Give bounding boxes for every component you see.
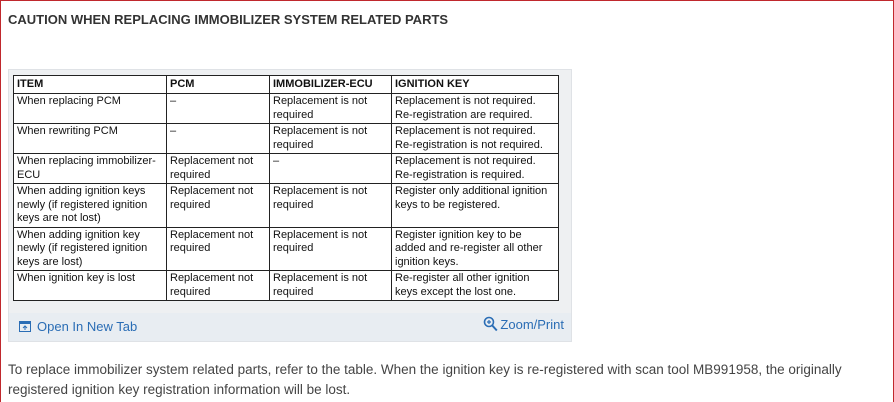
table-cell: Replacement is not required	[270, 94, 392, 124]
header-immobilizer-ecu: IMMOBILIZER-ECU	[270, 76, 392, 94]
table-cell: Replacement is not required	[270, 227, 392, 271]
table-cell: Replacement not required	[167, 154, 270, 184]
header-ignition-key: IGNITION KEY	[392, 76, 559, 94]
description-paragraph: To replace immobilizer system related parts, refer to the table. When the ignition key is re-registered with scan tool MB991958, the originally registered ignition key registration information will be lost.	[8, 362, 842, 397]
table-cell: Replacement is not required. Re-registration is not required.	[392, 124, 559, 154]
table-cell: When rewriting PCM	[14, 124, 167, 154]
zoom-print-link[interactable]	[483, 316, 564, 332]
table-cell: Replacement not required	[167, 184, 270, 228]
parts-table	[13, 75, 559, 301]
table-cell: When ignition key is lost	[14, 271, 167, 301]
open-in-new-tab-link[interactable]	[19, 319, 137, 334]
table-cell: Register ignition key to be added and re-register all other ignition keys.	[392, 227, 559, 271]
table-row	[14, 184, 559, 228]
table-row	[14, 271, 559, 301]
table-cell: Register only additional ignition keys to be registered.	[392, 184, 559, 228]
zoom-in-icon	[483, 316, 498, 332]
open-in-new-tab-label: Open In New Tab	[37, 319, 138, 334]
table-cell: Replacement is not required. Re-registration is required.	[392, 154, 559, 184]
table-cell: –	[167, 94, 270, 124]
image-footer	[9, 313, 571, 341]
table-cell: When adding ignition keys newly (if registered ignition keys are not lost)	[14, 184, 167, 228]
zoom-print-label: Zoom/Print	[500, 317, 564, 332]
table-header-row	[14, 76, 559, 94]
table-cell: When adding ignition key newly (if registered ignition keys are lost)	[14, 227, 167, 271]
table-row	[14, 227, 559, 271]
table-cell: –	[167, 124, 270, 154]
table-row	[14, 94, 559, 124]
table-cell: Replacement is not required. Re-registration are required.	[392, 94, 559, 124]
table-row	[14, 154, 559, 184]
page-title: CAUTION WHEN REPLACING IMMOBILIZER SYSTEM RELATED PARTS	[8, 12, 449, 27]
table-cell: Replacement is not required	[270, 184, 392, 228]
table-cell: When replacing PCM	[14, 94, 167, 124]
new-tab-icon	[19, 321, 31, 332]
table-image-frame	[8, 69, 572, 342]
table-cell: Re-register all other ignition keys except the lost one.	[392, 271, 559, 301]
table-cell: –	[270, 154, 392, 184]
table-cell: Replacement is not required	[270, 271, 392, 301]
table-cell: Replacement is not required	[270, 124, 392, 154]
table-row	[14, 124, 559, 154]
table-cell: Replacement not required	[167, 271, 270, 301]
header-pcm: PCM	[167, 76, 270, 94]
table-cell: Replacement not required	[167, 227, 270, 271]
header-item: ITEM	[14, 76, 167, 94]
table-cell: When replacing immobilizer-ECU	[14, 154, 167, 184]
